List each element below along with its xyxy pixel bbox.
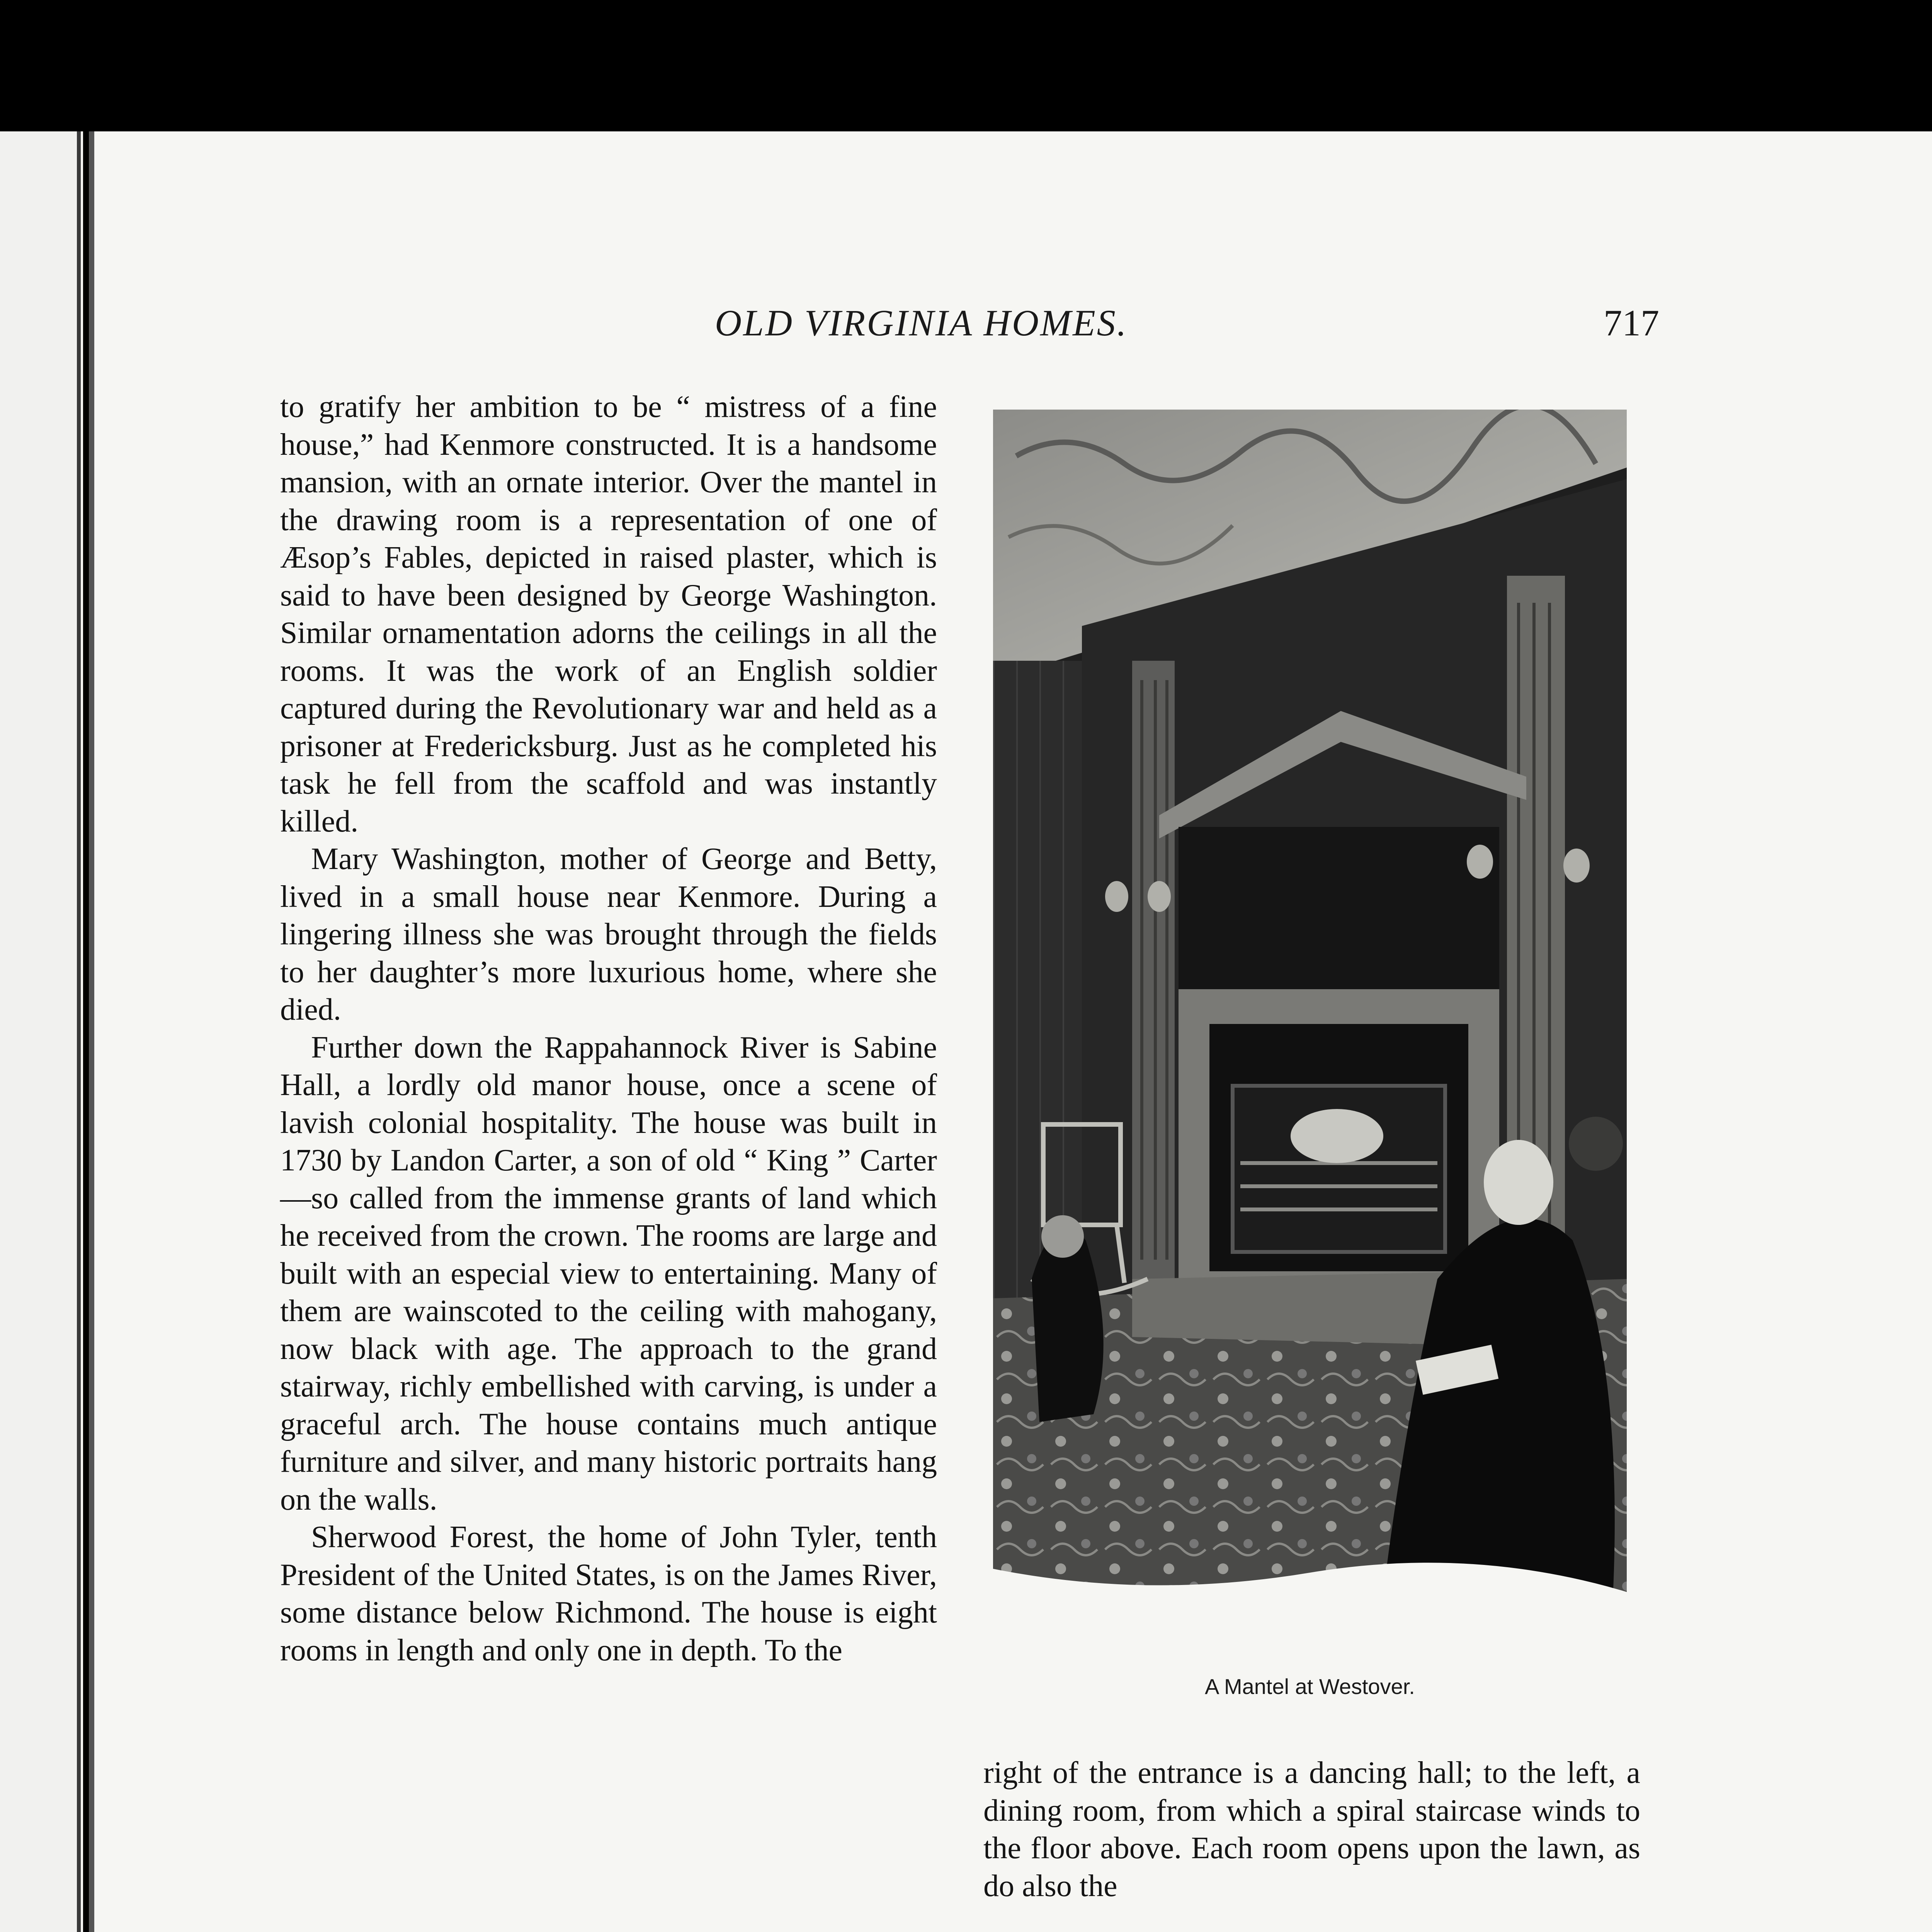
book-page — [89, 131, 1932, 1932]
paragraph-sabine-hall: Further down the Rappahannock River is Sabine Hall, a lordly old manor house, once a scene of lavish colonial hospitality. The house was built in 1730 by Landon Carter, a son of old “ King ” Carter—so called from the immense grants of land which he received from the crown. The rooms are large and built with an especial view to entertaining. Many of them are wainscoted to the ceiling with mahogany, now black with age. The approach to the grand stairway, richly embellished with carving, is under a graceful arch. The house contains much antique furniture and silver, and many historic portraits hang on the walls. — [280, 1030, 937, 1517]
paragraph-continued: right of the entrance is a dancing hall; to the left, a dining room, from which a spiral staircase winds to the floor above. Each room opens upon the lawn, as do also the — [983, 1756, 1640, 1903]
sherwood-forest-illustration — [328, 1924, 1681, 1932]
page-gutter — [89, 131, 94, 1932]
page-number: 717 — [1604, 302, 1659, 344]
text-column-right — [983, 1754, 1640, 1905]
paragraph-sherwood-forest: Sherwood Forest, the home of John Tyler, tenth President of the United States, is on the James River, some distance below Richmond. The house is eight rooms in length and only one in depth. To the — [280, 1520, 937, 1667]
mantel-caption: A Mantel at Westover. — [1205, 1674, 1415, 1699]
running-head: OLD VIRGINIA HOMES. — [715, 302, 1128, 344]
paragraph-mary-washington: Mary Washington, mother of George and Betty, lived in a small house near Kenmore. During a lingering illness she was brought through the fields to her daughter’s more luxurious home, where she died. — [280, 842, 937, 1027]
text-column-left — [280, 388, 937, 1669]
mantel-illustration — [993, 410, 1627, 1627]
paragraph-kenmore: to gratify her ambition to be “ mistress of a fine house,” had Kenmore constructed. It is a handsome mansion, with an ornate interior. Over the mantel in the drawing room is a representation of one of Æsop’s Fables, depicted in raised plaster, which is said to have been designed by George Washington. Similar ornamentation adorns the ceilings in all the rooms. It was the work of an English soldier captured during the Revolutionary war and held as a prisoner at Fredericksburg. Just as he completed his task he fell from the scaffold and was instantly killed. — [280, 390, 937, 838]
facing-page-edge — [0, 131, 83, 1932]
